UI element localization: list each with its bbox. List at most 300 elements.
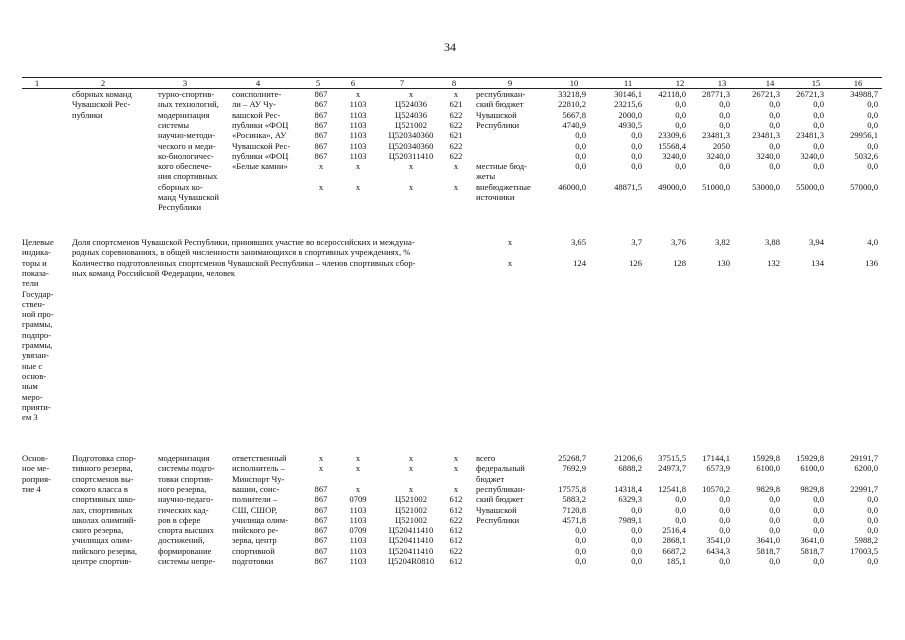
cell-value: 2050 — [712, 140, 730, 151]
target-indicators-label: ной про- — [22, 309, 54, 320]
cell-value: 3240,0 — [706, 150, 730, 161]
cell-c6: 1103 — [349, 535, 367, 546]
cell-value: 0,0 — [631, 504, 642, 515]
target-indicators-label: увязан- — [22, 350, 49, 361]
column-header-5: 5 — [315, 78, 321, 88]
cell-c8: 612 — [449, 535, 463, 546]
cell-c8: 612 — [449, 556, 463, 566]
cell-value: 15929,8 — [752, 453, 780, 463]
indicator-2-value: 134 — [811, 258, 824, 268]
cell-value: 0,0 — [813, 556, 824, 566]
cell-c7: х — [408, 89, 414, 99]
cell-c5: 867 — [314, 119, 328, 130]
cell-value: 23309,6 — [658, 130, 686, 141]
cell-executor-col4: соисполните- — [232, 89, 282, 99]
column-header-7: 7 — [399, 78, 405, 88]
cell-value: 33218,9 — [558, 89, 586, 99]
cell-c9: источники — [476, 192, 515, 202]
cell-executor-col4: Чувашской Рес- — [232, 140, 291, 151]
cell-value: 0,0 — [769, 119, 780, 130]
cell-c8: х — [453, 483, 459, 494]
cell-value: 0,0 — [631, 545, 642, 556]
cell-value: 17575,8 — [558, 483, 586, 494]
cell-value: 29956,1 — [850, 130, 878, 141]
cell-value: 0,0 — [867, 504, 878, 515]
cell-c7: Ц520411410 — [388, 535, 434, 546]
cell-c8: 622 — [449, 514, 463, 525]
cell-value: 10570,2 — [702, 483, 730, 494]
cell-value: 3240,0 — [800, 150, 824, 161]
cell-value: 2000,0 — [618, 109, 642, 120]
cell-activity-col2: Подготовка спор- — [72, 453, 136, 463]
cell-c9: федеральный — [476, 463, 525, 474]
target-indicators-label: ные с — [22, 360, 43, 371]
cell-value: 6434,3 — [706, 545, 730, 556]
page-number: 34 — [444, 40, 456, 54]
cell-tasks-col3: ных технологий, — [158, 99, 219, 110]
cell-value: 185,1 — [666, 556, 686, 566]
cell-activity-col2: тивного резерва, — [72, 463, 133, 474]
cell-value: 29191,7 — [850, 453, 878, 463]
cell-value: 3240,0 — [662, 150, 686, 161]
main-activity-label: ное ме- — [22, 463, 50, 474]
cell-c7: Ц520311410 — [388, 150, 434, 161]
cell-value: 0,0 — [719, 161, 730, 172]
cell-value: 57000,0 — [850, 181, 878, 192]
cell-value: 12541,8 — [658, 483, 686, 494]
cell-c7: Ц521002 — [395, 504, 427, 515]
cell-c5: 867 — [314, 525, 328, 536]
cell-executor-col4: ответственный — [232, 453, 287, 463]
cell-value: 4740,9 — [562, 119, 586, 130]
cell-value: 0,0 — [675, 99, 686, 110]
cell-c6: 1103 — [349, 545, 367, 556]
cell-responsible-col2: сборных команд — [72, 89, 132, 99]
column-header-14: 14 — [765, 78, 775, 88]
indicator-2-value: 130 — [717, 258, 730, 268]
cell-tasks-col3: системы — [158, 119, 190, 130]
cell-value: 0,0 — [719, 99, 730, 110]
cell-value: 0,0 — [813, 119, 824, 130]
cell-value: 0,0 — [769, 514, 780, 525]
cell-value: 6329,3 — [618, 494, 642, 505]
cell-tasks-col3: товки спортив- — [158, 473, 214, 484]
cell-value: 0,0 — [631, 161, 642, 172]
cell-activity-col2: ского резерва, — [72, 525, 124, 536]
cell-value: 0,0 — [813, 109, 824, 120]
cell-value: 9829,8 — [756, 483, 780, 494]
cell-value: 3641,0 — [756, 535, 780, 546]
indicator-2-x: х — [507, 258, 513, 268]
cell-value: 21206,6 — [614, 453, 642, 463]
cell-value: 0,0 — [719, 525, 730, 536]
cell-c9: республикан- — [476, 89, 526, 99]
cell-c7: х — [408, 181, 414, 192]
indicator-2-value: 136 — [865, 258, 878, 268]
cell-tasks-col3: турно-спортив- — [158, 89, 215, 99]
cell-value: 0,0 — [631, 556, 642, 566]
cell-value: 3641,0 — [800, 535, 824, 546]
cell-value: 15929,8 — [796, 453, 824, 463]
cell-value: 0,0 — [867, 109, 878, 120]
cell-value: 0,0 — [769, 161, 780, 172]
cell-value: 0,0 — [719, 109, 730, 120]
cell-value: 2516,4 — [662, 525, 686, 536]
indicator-1-value: 3,7 — [631, 237, 642, 247]
cell-c6: х — [355, 463, 361, 474]
cell-executor-col4: публики «ФОЦ — [232, 119, 289, 130]
cell-tasks-col3: научно-педаго- — [158, 494, 214, 505]
cell-executor-col4: пийского ре- — [232, 525, 279, 536]
cell-executor-col4: вашской Рес- — [232, 109, 281, 120]
cell-value: 17144,1 — [702, 453, 730, 463]
cell-c9: внебюджетные — [476, 181, 531, 192]
cell-value: 0,0 — [719, 556, 730, 566]
cell-c9: бюджет — [476, 473, 505, 484]
cell-c6: 0709 — [349, 525, 367, 536]
cell-value: 6200,0 — [854, 463, 878, 474]
cell-c7: Ц520411410 — [388, 525, 434, 536]
target-indicators-label: прияти- — [22, 401, 51, 412]
main-activity-label: Основ- — [22, 453, 48, 463]
indicator-1-value: 3,88 — [764, 237, 780, 247]
cell-c6: х — [355, 89, 361, 99]
cell-c7: Ц524036 — [395, 109, 427, 120]
cell-c6: 1103 — [349, 119, 367, 130]
cell-tasks-col3: гических кад- — [158, 504, 209, 515]
cell-activity-col2: спортсменов вы- — [72, 473, 134, 484]
target-indicators-label: ным — [22, 381, 38, 392]
cell-value: 0,0 — [867, 514, 878, 525]
cell-c5: 867 — [314, 99, 328, 110]
cell-value: 6687,2 — [662, 545, 686, 556]
indicator-2-text: Количество подготовленных спортсменов Чувашской Республики – членов спортивных сбор- — [72, 258, 416, 268]
cell-tasks-col3: Республики — [158, 202, 202, 213]
cell-value: 0,0 — [813, 504, 824, 515]
cell-c8: 622 — [449, 119, 463, 130]
cell-c7: Ц524036 — [395, 99, 427, 110]
cell-value: 0,0 — [867, 556, 878, 566]
cell-value: 34988,7 — [850, 89, 878, 99]
indicator-1-value: 3,65 — [570, 237, 586, 247]
target-indicators-label: граммы, — [22, 340, 53, 350]
cell-tasks-col3: ния спортивных — [158, 171, 218, 182]
cell-value: 0,0 — [575, 150, 586, 161]
column-header-2: 2 — [100, 78, 106, 88]
cell-value: 0,0 — [719, 504, 730, 515]
cell-c6: 1103 — [349, 130, 367, 141]
cell-c7: Ц520340360 — [388, 140, 434, 151]
cell-value: 5988,2 — [854, 535, 878, 546]
cell-c8: 612 — [449, 504, 463, 515]
cell-value: 0,0 — [867, 494, 878, 505]
column-header-9: 9 — [507, 78, 513, 88]
cell-value: 0,0 — [631, 535, 642, 546]
cell-executor-col4: «Белые камни» — [232, 161, 288, 172]
cell-c9: всего — [476, 453, 496, 463]
cell-c7: Ц521002 — [395, 494, 427, 505]
cell-c8: 612 — [449, 525, 463, 536]
cell-c6: 1103 — [349, 556, 367, 566]
column-header-1: 1 — [34, 78, 40, 88]
cell-activity-col2: сокого класса в — [72, 483, 128, 494]
cell-value: 23481,3 — [796, 130, 824, 141]
cell-activity-col2: спортивных шко- — [72, 494, 136, 505]
cell-c8: 621 — [449, 130, 463, 141]
cell-tasks-col3: ного резерва, — [158, 483, 207, 494]
cell-value: 0,0 — [769, 525, 780, 536]
cell-value: 48871,5 — [614, 181, 642, 192]
cell-value: 0,0 — [575, 525, 586, 536]
target-indicators-label: подпро- — [22, 329, 52, 340]
cell-value: 5818,7 — [756, 545, 780, 556]
cell-c9: Республики — [476, 514, 520, 525]
indicator-1-value: 3,82 — [714, 237, 730, 247]
cell-value: 0,0 — [867, 161, 878, 172]
cell-c5: х — [318, 181, 324, 192]
column-header-16: 16 — [853, 78, 863, 88]
cell-c6: 1103 — [349, 504, 367, 515]
cell-c5: 867 — [314, 483, 328, 494]
column-header-10: 10 — [569, 78, 579, 88]
cell-c7: х — [408, 161, 414, 172]
cell-value: 51000,0 — [702, 181, 730, 192]
cell-value: 24973,7 — [658, 463, 686, 474]
cell-value: 2868,1 — [662, 535, 686, 546]
cell-tasks-col3: ров в сфере — [158, 514, 201, 525]
cell-c5: 867 — [314, 545, 328, 556]
cell-value: 6573,9 — [706, 463, 730, 474]
cell-c9: ский бюджет — [476, 494, 524, 505]
cell-c8: х — [453, 89, 459, 99]
column-header-3: 3 — [182, 78, 188, 88]
cell-tasks-col3: формирование — [158, 545, 212, 556]
cell-c7: х — [408, 483, 414, 494]
cell-c6: 1103 — [349, 514, 367, 525]
cell-value: 5032,6 — [854, 150, 878, 161]
cell-value: 17003,5 — [850, 545, 878, 556]
cell-c7: х — [408, 453, 414, 463]
cell-value: 26721,3 — [796, 89, 824, 99]
cell-c6: х — [355, 483, 361, 494]
indicator-2-text: ных команд Российской Федерации, человек — [72, 268, 236, 279]
indicator-1-value: 3,76 — [670, 237, 686, 247]
cell-value: 0,0 — [813, 140, 824, 151]
indicator-1-text: Доля спортсменов Чувашской Республики, принявших участие во всероссийских и междуна- — [72, 237, 415, 247]
cell-tasks-col3: системы непре- — [158, 556, 216, 566]
main-activity-label: роприя- — [22, 473, 51, 484]
cell-c5: х — [318, 453, 324, 463]
indicator-2-value: 126 — [629, 258, 642, 268]
cell-executor-col4: полнители – — [232, 494, 278, 505]
indicator-2-value: 128 — [673, 258, 686, 268]
cell-executor-col4: Минспорт Чу- — [232, 473, 285, 484]
cell-value: 28771,3 — [702, 89, 730, 99]
cell-executor-col4: публики «ФОЦ — [232, 150, 289, 161]
cell-c5: х — [318, 463, 324, 474]
target-indicators-label: торы и — [22, 257, 47, 268]
cell-c8: 622 — [449, 545, 463, 556]
cell-activity-col2: училищах олим- — [72, 535, 133, 546]
cell-value: 0,0 — [631, 150, 642, 161]
cell-responsible-col2: Чувашской Рес- — [72, 99, 131, 110]
cell-value: 26721,3 — [752, 89, 780, 99]
cell-value: 7120,8 — [562, 504, 586, 515]
cell-value: 0,0 — [813, 99, 824, 110]
cell-value: 30146,1 — [614, 89, 642, 99]
cell-value: 0,0 — [675, 494, 686, 505]
target-indicators-label: меро- — [22, 391, 43, 402]
cell-value: 6100,0 — [800, 463, 824, 474]
cell-c8: 622 — [449, 140, 463, 151]
cell-executor-col4: спортивной — [232, 545, 275, 556]
cell-value: 4930,5 — [618, 119, 642, 130]
cell-executor-col4: СШ, СШОР, — [232, 504, 278, 515]
cell-c5: 867 — [314, 504, 328, 515]
cell-value: 14318,4 — [614, 483, 642, 494]
cell-c5: 867 — [314, 494, 328, 505]
cell-value: 3541,0 — [706, 535, 730, 546]
target-indicators-label: тели — [22, 278, 39, 289]
cell-executor-col4: зерва, центр — [232, 535, 277, 546]
indicator-1-text: родных соревнованиях, в общей численности занимающихся в спортивных учреждениях, % — [72, 247, 411, 258]
cell-value: 0,0 — [675, 161, 686, 172]
cell-value: 0,0 — [575, 140, 586, 151]
cell-value: 0,0 — [575, 161, 586, 172]
cell-tasks-col3: спорта высших — [158, 525, 214, 536]
cell-tasks-col3: модернизация — [158, 453, 210, 463]
cell-c9: республикан- — [476, 483, 526, 494]
main-activity-label: тие 4 — [22, 483, 41, 494]
cell-value: 0,0 — [575, 556, 586, 566]
cell-value: 0,0 — [867, 99, 878, 110]
cell-c7: Ц521002 — [395, 514, 427, 525]
cell-c5: 867 — [314, 514, 328, 525]
cell-c5: 867 — [314, 130, 328, 141]
cell-tasks-col3: научно-методи- — [158, 130, 216, 141]
cell-c7: Ц5204R0810 — [387, 556, 435, 566]
cell-executor-col4: «Росинка», АУ — [232, 130, 287, 141]
cell-c6: 1103 — [349, 140, 367, 151]
target-indicators-label: Целевые — [22, 237, 54, 247]
cell-value: 37515,5 — [658, 453, 686, 463]
cell-value: 0,0 — [813, 514, 824, 525]
cell-value: 15568,4 — [658, 140, 686, 151]
cell-value: 0,0 — [813, 525, 824, 536]
cell-value: 5883,2 — [562, 494, 586, 505]
column-header-13: 13 — [717, 78, 727, 88]
cell-c8: 612 — [449, 494, 463, 505]
cell-tasks-col3: системы подго- — [158, 463, 215, 474]
cell-value: 3240,0 — [756, 150, 780, 161]
cell-tasks-col3: достижений, — [158, 535, 205, 546]
cell-c7: Ц520411410 — [388, 545, 434, 556]
cell-value: 0,0 — [867, 119, 878, 130]
cell-value: 53000,0 — [752, 181, 780, 192]
cell-value: 0,0 — [769, 504, 780, 515]
cell-executor-col4: подготовки — [232, 556, 274, 566]
cell-value: 25268,7 — [558, 453, 586, 463]
indicator-2-value: 132 — [767, 258, 780, 268]
cell-value: 0,0 — [675, 504, 686, 515]
cell-c6: х — [355, 161, 361, 172]
cell-value: 6100,0 — [756, 463, 780, 474]
cell-value: 0,0 — [867, 140, 878, 151]
cell-c5: 867 — [314, 535, 328, 546]
indicator-2-value: 124 — [573, 258, 586, 268]
column-header-12: 12 — [675, 78, 685, 88]
column-header-8: 8 — [451, 78, 457, 88]
cell-value: 0,0 — [719, 494, 730, 505]
indicator-1-value: 3,94 — [808, 237, 824, 247]
cell-activity-col2: лах, спортивных — [72, 504, 133, 515]
cell-executor-col4: ли – АУ Чу- — [232, 99, 276, 110]
cell-c6: х — [355, 453, 361, 463]
cell-value: 22991,7 — [850, 483, 878, 494]
target-indicators-label: основ- — [22, 370, 47, 381]
cell-c7: Ц520340360 — [388, 130, 434, 141]
target-indicators-label: показа- — [22, 267, 49, 278]
cell-value: 0,0 — [867, 525, 878, 536]
cell-value: 0,0 — [769, 109, 780, 120]
cell-activity-col2: центре спортив- — [72, 556, 132, 566]
cell-value: 0,0 — [719, 119, 730, 130]
cell-value: 0,0 — [675, 119, 686, 130]
cell-c5: 867 — [314, 89, 328, 99]
cell-value: 7989,1 — [618, 514, 642, 525]
cell-c5: 867 — [314, 109, 328, 120]
column-header-6: 6 — [350, 78, 356, 88]
cell-value: 49000,0 — [658, 181, 686, 192]
cell-value: 42118,0 — [658, 89, 686, 99]
target-indicators-label: ствен- — [22, 298, 45, 309]
cell-value: 0,0 — [769, 140, 780, 151]
target-indicators-label: Государ- — [22, 288, 54, 299]
cell-value: 7692,9 — [562, 463, 586, 474]
target-indicators-label: граммы, — [22, 319, 53, 330]
cell-value: 0,0 — [769, 494, 780, 505]
cell-value: 23481,3 — [702, 130, 730, 141]
cell-value: 0,0 — [631, 130, 642, 141]
cell-c9: жеты — [476, 171, 496, 182]
cell-value: 6888,2 — [618, 463, 642, 474]
cell-c5: х — [318, 161, 324, 172]
cell-value: 0,0 — [575, 130, 586, 141]
cell-value: 0,0 — [575, 545, 586, 556]
cell-c6: 1103 — [349, 150, 367, 161]
cell-c8: 622 — [449, 109, 463, 120]
cell-value: 5667,8 — [562, 109, 586, 120]
column-header-11: 11 — [623, 78, 633, 88]
cell-value: 0,0 — [575, 535, 586, 546]
cell-c7: х — [408, 463, 414, 474]
cell-c9: местные бюд- — [476, 161, 527, 172]
cell-activity-col2: пийского резерва, — [72, 545, 138, 556]
cell-value: 0,0 — [631, 140, 642, 151]
cell-c9: Чувашской — [476, 109, 517, 120]
cell-responsible-col2: публики — [72, 109, 103, 120]
cell-c7: Ц521002 — [395, 119, 427, 130]
cell-value: 0,0 — [813, 161, 824, 172]
cell-tasks-col3: ко-биологичес- — [158, 150, 214, 161]
cell-c5: 867 — [314, 140, 328, 151]
target-indicators-label: ем 3 — [22, 412, 38, 423]
cell-value: 55000,0 — [796, 181, 824, 192]
cell-c6: 1103 — [349, 109, 367, 120]
cell-c6: 0709 — [349, 494, 367, 505]
cell-value: 0,0 — [675, 514, 686, 525]
cell-value: 0,0 — [769, 99, 780, 110]
